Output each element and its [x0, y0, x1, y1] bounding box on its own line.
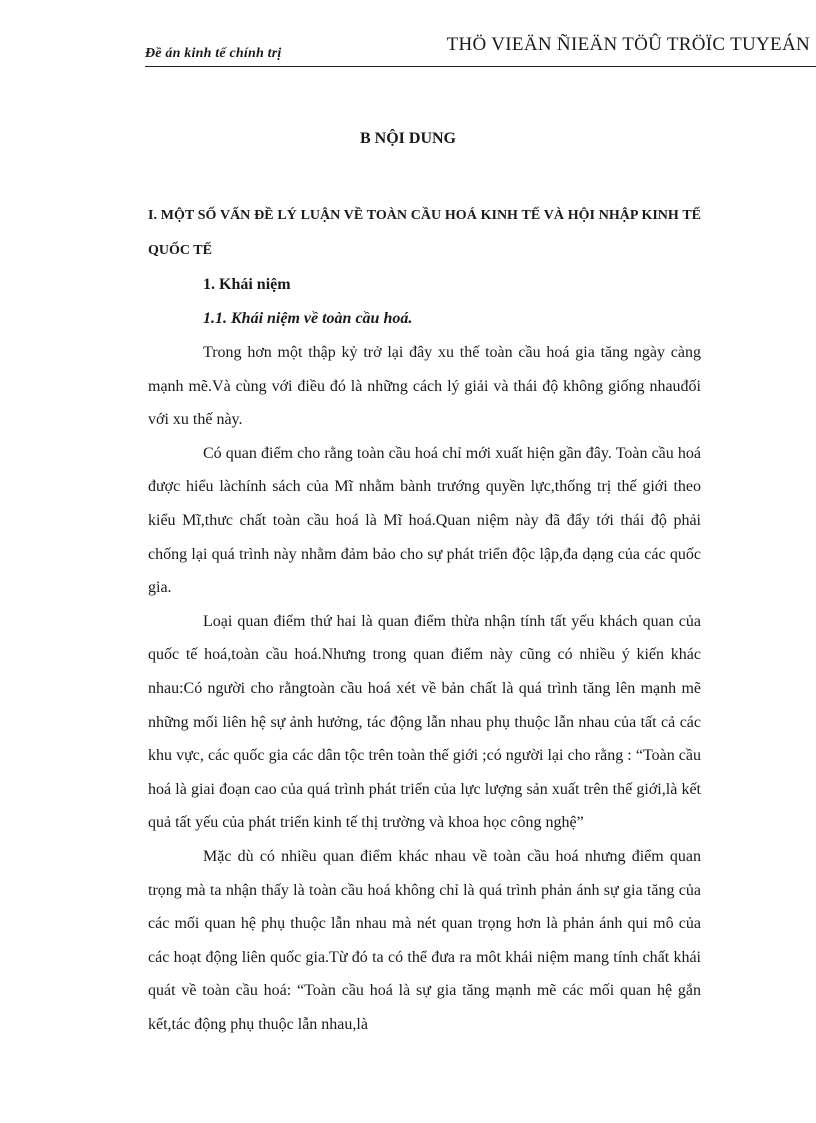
- paragraph: Có quan điểm cho rằng toàn cầu hoá chỉ mới xuất hiện gần đây. Toàn cầu hoá được hiểu làchính sách của Mĩ nhằm bành trướng quyền lực,thống trị thế giới theo kiểu Mĩ,thưc chất toàn cầu hoá là Mĩ hoá.Quan niệm này đã đẩy tới thái độ phải chống lại quá trình này nhằm đảm bảo cho sự phát triển độc lập,đa dạng của các quốc gia.: [148, 444, 701, 597]
- header-document-title: Đề án kinh tế chính trị: [145, 46, 282, 61]
- heading-level-2: 1. Khái niệm: [203, 276, 291, 293]
- heading-level-1: I. MỘT SỐ VẤN ĐỀ LÝ LUẬN VỀ TOÀN CẦU HOÁ KINH TẾ VÀ HỘI NHẬP KINH TẾ QUỐC TẾ: [148, 208, 701, 258]
- section-title: B NỘI DUNG: [359, 130, 456, 147]
- paragraph: Mặc dù có nhiều quan điểm khác nhau về toàn cầu hoá nhưng điểm quan trọng mà ta nhận thấy là toàn cầu hoá không chỉ là quá trình phản ánh sự gia tăng của các mối quan hệ phụ thuộc lẫn nhau mà nét quan trọng hơn là phản ánh qui mô của các hoạt động liên quốc gia.Từ đó ta có thể đưa ra môt khái niệm mang tính chất khái quát về toàn cầu hoá: “Toàn cầu hoá là sự gia tăng mạnh mẽ các mối quan hệ gắn kết,tác động phụ thuộc lẫn nhau,là: [148, 847, 701, 1033]
- header-divider: [145, 66, 816, 67]
- document-body: [148, 198, 701, 1041]
- paragraph: Trong hơn một thập kỷ trở lại đây xu thế toàn cầu hoá gia tăng ngày càng mạnh mẽ.Và cùng với điều đó là những cách lý giải và thái độ không giống nhauđối với xu thế này.: [148, 344, 701, 429]
- heading-level-3: 1.1. Khái niệm về toàn cầu hoá.: [203, 310, 413, 327]
- header-library-watermark: THÖ VIEÄN ÑIEÄN TÖÛ TRÖÏC TUYEÁN: [446, 34, 810, 55]
- paragraph: Loại quan điểm thứ hai là quan điểm thừa nhận tính tất yếu khách quan của quốc tế hoá,toàn cầu hoá.Nhưng trong quan điểm này cũng có nhiều ý kiến khác nhau:Có người cho rằngtoàn cầu hoá xét về bản chất là quá trình tăng lên mạnh mẽ những mối liên hệ sự ảnh hưởng, tác động lẫn nhau phụ thuộc lẫn nhau của tất cả các khu vực, các quốc gia các dân tộc trên toàn thế giới ;có người lại cho rằng : “Toàn cầu hoá là giai đoạn cao của quá trình phát triển của lực lượng sản xuất trên thế giới,là kết quả tất yếu của phát triển kinh tế thị trường và khoa học công nghệ”: [148, 612, 701, 832]
